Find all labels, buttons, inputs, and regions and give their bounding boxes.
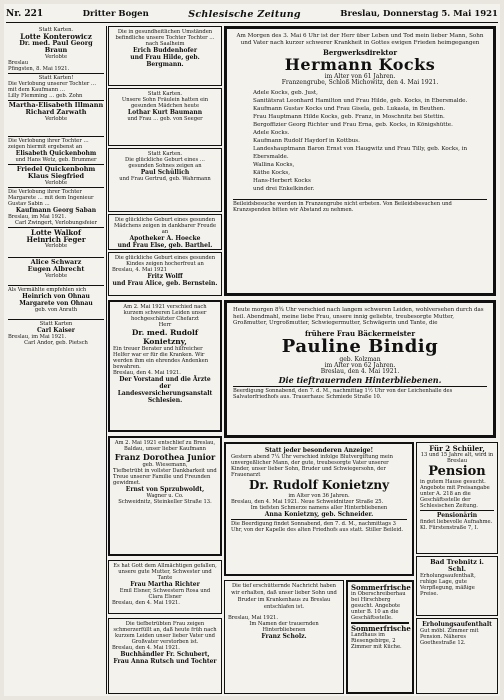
ad-title: Erholungsaufenthalt [422, 621, 492, 628]
birth-notice [108, 214, 222, 250]
ad-name: Alice Schwarz [30, 258, 82, 266]
notice-text: Am Morgen des 3. Mai 6 Uhr ist der Herr über Leben und Tod mein lieber Mann, Sohn und Vater nach kurzer schwerer Krankheit in Gottes ewigen Frieden heimgegangen [236, 33, 484, 46]
notice-sig: Emil Elsner, Schwestern Rosa und Clara Elsner [119, 588, 211, 600]
notice-sig: Wagner u. Co. [146, 493, 184, 499]
ad-name: Margarete von Ohnau [19, 300, 93, 307]
ad-head: Statt Karten! [38, 75, 74, 81]
notice-role: frühere Frau Bäckermeister [304, 328, 416, 338]
ad-name: Erich Buddenhofer [132, 47, 198, 54]
ad-head: Statt Karten [39, 321, 73, 327]
notice-body: Ein treuer Berater und hilfreicher Helfer war er für die Kranken. Wir werden ihm ein ehrendes Andenken bewahren. [113, 346, 209, 370]
notice-sig: Der Vorstand und die Ärzte [119, 376, 211, 383]
ad-place: Breslau, im Mai 1921. [8, 214, 67, 220]
ad-name: Lotte Konterowicz [20, 32, 92, 41]
ad-sub: Verlobte [44, 54, 68, 60]
ad-sub: Carl Zwingert, Verlobungsfeier [15, 220, 97, 226]
ad-name: Eugen Albrecht [27, 265, 85, 273]
notice-name: Dr. med. Rudolf Konietzny, [131, 328, 199, 346]
ad-date: Pfingsten, 8. Mai 1921. [8, 66, 70, 72]
notice-richter [108, 560, 222, 614]
ad-title: Bad Trebnitz i. Schl. [430, 558, 484, 573]
ad-text: Die Verlobung unserer Tochter … mit dem Kaufmann … [8, 81, 97, 93]
ad-place: Breslau [8, 60, 29, 66]
mourner: Kaufmann Gustav Kocks und Frau Gisela, geb. Lukasla, in Beuthen. [253, 105, 446, 112]
ad-head: Statt Karten. [38, 27, 74, 33]
ad-sub: Verlobte [44, 180, 68, 186]
notice-sig: Im Namen der trauernden Hinterbliebenen [249, 621, 319, 633]
ad-text: Landhaus im Riesengebirge, 2 Zimmer mit Küche. [351, 632, 402, 650]
birth-notice [108, 148, 222, 212]
mourners-list [233, 89, 487, 193]
paper-title: Schlesische Zeitung [188, 8, 301, 20]
ad-name: Elisabeth Quickenbohm [15, 150, 97, 157]
notice-sig: Anna Konietzny, geb. Schneider. [264, 511, 374, 518]
notice-junior [108, 436, 222, 556]
ad-name: und Frau Else, geb. Barthel. [117, 242, 213, 249]
notice-age: im Alter von 62 Jahren. [324, 361, 396, 369]
notice-head: Statt jeder besonderen Anzeige! [264, 447, 374, 454]
column-2 [108, 26, 222, 296]
mourner: Adele Kocks. [253, 129, 290, 136]
ad-text: findet liebevolle Aufnahme. Kl. Fürstenstraße 7, I. [420, 519, 493, 531]
death-notice-konietzny [224, 442, 414, 576]
ad-head: Statt Karten. [147, 91, 183, 97]
ad-name: Lothar Kurt Baumann [127, 109, 203, 116]
notice-footer: Beerdigung Sonnabend, den 7. d. M., nachmittag 1½ Uhr von der Leichenhalle des Salvatorfriedhofs aus. Trauerhaus: Schmiede Straße 10. [233, 387, 453, 400]
notice-name: Frau Anna Rutsch und Tochter [113, 658, 217, 665]
notice-scholz [224, 580, 344, 694]
birth-notice [108, 88, 222, 146]
notice-footer: Beileidsbesuche werden in Franzengrube nicht erbeten. Von Beileidsbesuchen und Kranzspenden bitten wir Abstand zu nehmen. [233, 200, 452, 213]
notice-sig: Im tiefsten Schmerze namens aller Hinterbliebenen [250, 505, 388, 511]
notice-age: im Alter von 61 Jahren. [324, 72, 396, 80]
notice-name: Franz Scholz. [261, 633, 307, 640]
column-5 [416, 442, 498, 694]
ad-name: Richard Zarwath [25, 108, 87, 116]
ad-text: Die Verlobung ihrer Tochter Margarete … mit dem Ingenieur Gustav Sabin … [8, 189, 94, 207]
mourner: Kaufmann Rudolf Haydorf in Kottbus. [253, 137, 360, 144]
mourner: Wallina Kocks, [253, 161, 295, 168]
ad-text: in Oberschreiberhau bei Hirschberg gesucht. Angebote unter B. 10 an die Geschäftsstelle. [351, 591, 406, 621]
notice-place: Breslau, den 4. Mai 1921. [112, 645, 180, 651]
ad-name: Lotte Walkof [31, 228, 81, 237]
ad-name: Fritz Wolff [147, 273, 183, 280]
ad-name: Paul Schüllich [140, 169, 190, 176]
ad-sommerfrische-1 [346, 580, 414, 694]
ad-name: Dr. med. Paul Georg Braun [19, 39, 93, 54]
mourner: und drei Enkelkinder. [253, 185, 315, 192]
mourner: Frau Hauptmann Hilde Kocks, geb. Franz, in Moschnitz bei Stettin. [253, 113, 445, 120]
birth-notice [108, 26, 222, 86]
ad-title: Sommerfrische [351, 624, 411, 633]
notice-name: Hermann Kocks [284, 54, 436, 74]
ad-bad-trebnitz [416, 556, 498, 616]
ad-title: Pension [428, 464, 486, 479]
ad-name: Heinrich Feger [26, 235, 86, 244]
notice-text: Heute morgen 8¾ Uhr verschied nach langem schweren Leiden, wohlversehen durch das heil. Abendmahl, meine liebe Frau, unsere innig geliebte, treubesorgte Mutter, Großmutter, Urgroßmutter, Schwiegermutter, Schwägerin und Tante, die [233, 307, 484, 327]
newspaper-page [4, 4, 500, 696]
ad-erholung [416, 618, 498, 694]
sheet-label: Dritter Bogen [82, 9, 149, 19]
ad-head: Für 2 Schüler, [429, 444, 485, 453]
ad-sub: geb. von Anrath [34, 307, 78, 313]
issue-number: Nr. 221 [6, 9, 44, 19]
ad-text: Die Verlobung ihrer Tochter … zeigen hiermit ergebenst an [8, 138, 89, 150]
notice-title: Herr [158, 322, 172, 328]
ad-name: Carl Andor, geb. Pietsch [24, 340, 88, 346]
notice-born: geb. Wiesemann, [142, 462, 188, 468]
ad-name: Klaus Siegfried [27, 172, 85, 180]
ad-text: 13 und 15 Jahre alt, wird in Breslau [420, 452, 494, 464]
column-1 [6, 26, 107, 694]
death-notice-kocks [224, 26, 496, 296]
issue-date: Breslau, Donnerstag 5. Mai 1921 [340, 9, 498, 19]
mourner: Landeshauptmann Baron Ernst von Haugwitz und Frau Tilly, geb. Kocks, in Ebersmalde. [253, 145, 468, 160]
ad-name: und Frau Gertrud, geb. Wahrmann [119, 176, 211, 182]
ad-text: in gutem Hause gesucht. Angebote mit Preisangabe unter A. 218 an die Geschäftsstelle der Schlesischen Zeitung. [420, 479, 490, 509]
notice-date: Breslau, den 4. Mai 1921. [113, 370, 181, 376]
notice-text: Am 2. Mai 1921 entschlief zu Breslau, Baldau, unser lieber Kaufmann [114, 440, 216, 452]
notice-name: Franz Dorothea Junior [114, 452, 216, 462]
ad-title: Pensionärin [436, 512, 478, 519]
masthead [6, 6, 498, 23]
notice-text: Gestern abend 7¼ Uhr verschied infolge Blutvergiftung mein unvergeßlicher Mann, der gute, treubesorgte Vater unserer Kinder, unser lieber Sohn, Bruder und Schwiegersohn, der Frauenarzt [231, 454, 393, 478]
notice-place: Breslau, Mai 1921. [228, 615, 278, 621]
notice-place: Breslau, den 4. Mai 1921. [112, 600, 180, 606]
ad-text: Gut möbl. Zimmer mit Pension. Näheres Goethestraße 12. [420, 628, 479, 646]
ad-text: Die glückliche Geburt eines … gesunden Sohnes zeigen an [125, 157, 205, 169]
ad-text: Erholungsaufenthalt, ruhige Lage, gute Verpflegung, mäßige Preise. [420, 573, 476, 597]
birth-notice [108, 252, 222, 296]
ad-name: und Frau Alice, geb. Bernstein. [112, 280, 218, 287]
death-notice-bindig [224, 300, 496, 438]
ad-title: Sommerfrische [351, 583, 411, 592]
ad-name: Martha-Elisabeth Illmann [8, 101, 104, 109]
notice-body: Tiefbetrübt in vollster Dankbarkeit und Treue unserer Familie und Freunden gewidmet. [113, 468, 217, 486]
notice-footer: Die Beerdigung findet Sonnabend, den 7. d. M., nachmittags 3 Uhr, von der Kapelle des alten Friedhofs aus statt. Stiller Beileid. [231, 521, 404, 533]
notice-role: Bergwerksdirektor [322, 47, 398, 57]
notice-place: Breslau, den 4. Mai 1921. [320, 367, 400, 375]
notice-text: Die tief erschütternde Nachricht haben wir erhalten, daß unser lieber Sohn und Bruder im Krankenhaus zu Breslau entschlafen ist. [231, 583, 337, 610]
notice-name: Buchhändler Fr. Schubert, [120, 651, 210, 658]
ad-name: Carl Kaiser [37, 327, 75, 334]
notice-sig: Ernst von Sprzubwoldt, [125, 486, 205, 493]
notice-schubert [108, 618, 222, 694]
ad-date: Breslau, 4. Mai 1921 [112, 267, 167, 273]
ad-text: Die glückliche Geburt eines gesunden Kindes zeigen hocherfreut an [114, 255, 216, 267]
ad-sub: Verlobte [44, 116, 68, 122]
ad-sub: Verlobte [44, 273, 68, 279]
mourner: Käthe Kocks, [253, 169, 291, 176]
ad-text: Die in gesundheitlichen Umständen befindliche unsere Tochter Tochter … nach Saalheim [115, 29, 215, 47]
mourner: Sanitätsrat Leonhard Hamilton und Frau Hilde, geb. Kocks, in Ebersmalde. [253, 97, 468, 104]
notice-place: Breslau, den 4. Mai 1921. Neue Schweidnitzer Straße 25. [231, 499, 384, 505]
notice-sig: Die tieftrauernden Hinterbliebenen. [278, 374, 442, 385]
notice-name: Dr. Rudolf Konietzny [248, 478, 390, 492]
ad-name: und Hans Wetz, geb. Brummer [15, 157, 97, 163]
notice-sig: der Landesversicherungsanstalt Schlesien. [117, 383, 213, 404]
mourner: Bergoffizier Georg Richter und Frau Erna, geb. Kocks, in Königshütte. [253, 121, 453, 128]
ad-date: Breslau, im Mai 1921. [8, 334, 67, 340]
ad-sub: Verlobte [44, 243, 68, 249]
notice-text: Es hat Gott dem Allmächtigen gefallen, unsere gute Mutter, Schwester und Tante [113, 563, 217, 581]
ad-name: und Frau … geb. von Seeger [127, 116, 203, 122]
mourner: Adele Kocks, geb. Just, [253, 89, 318, 96]
notice-age: im Alter von 36 Jahren. [288, 493, 350, 499]
ad-name: Kaufmann Georg Saban [15, 207, 97, 214]
ad-line: Lilly Flemming … geb. Zohn [8, 93, 83, 99]
notice-chefarzt [108, 300, 222, 432]
ad-text: Unsere Sohn Fräulein hatten ein gesunden Mädchen heute [121, 97, 209, 109]
notice-name: Pauline Bindig [281, 335, 439, 357]
notice-name: Frau Martha Richter [130, 581, 200, 588]
ad-text: Die glückliche Geburt eines gesunden Mädchens zeigen in dankbarer Freude an [113, 217, 217, 235]
notice-place: Schweidnitz, Steinkeller Straße 13. [118, 499, 212, 505]
ad-pension [416, 442, 498, 554]
notice-text: Die tiefbetrübten Frau zeigen schmerzerfüllt an, daß heute früh nach kurzem Leiden unser lieber Vater und Großvater verstorben ist. [113, 621, 217, 645]
notice-place: Franzengrube, Schloß Michowitz, den 4. Mai 1921. [281, 78, 439, 86]
notice-text: Am 2. Mai 1921 verschied nach kurzem schweren Leiden unser hochgeschätzter Chefarzt [123, 304, 207, 322]
mourner: Hans-Herbert Kocks [253, 177, 311, 184]
ad-name: Heinrich von Ohnau [22, 293, 90, 300]
ad-name: und Frau Hilde, geb. Bergmann. [130, 54, 200, 68]
ad-name: Apotheker A. Hoecke [129, 235, 201, 242]
ad-head: Statt Karten. [147, 151, 183, 157]
notice-born: geb. Kolzman [339, 355, 381, 363]
ad-text: Als Vermählte empfehlen sich [8, 287, 87, 293]
ad-name: Friedel Quickenbohm [16, 165, 96, 173]
